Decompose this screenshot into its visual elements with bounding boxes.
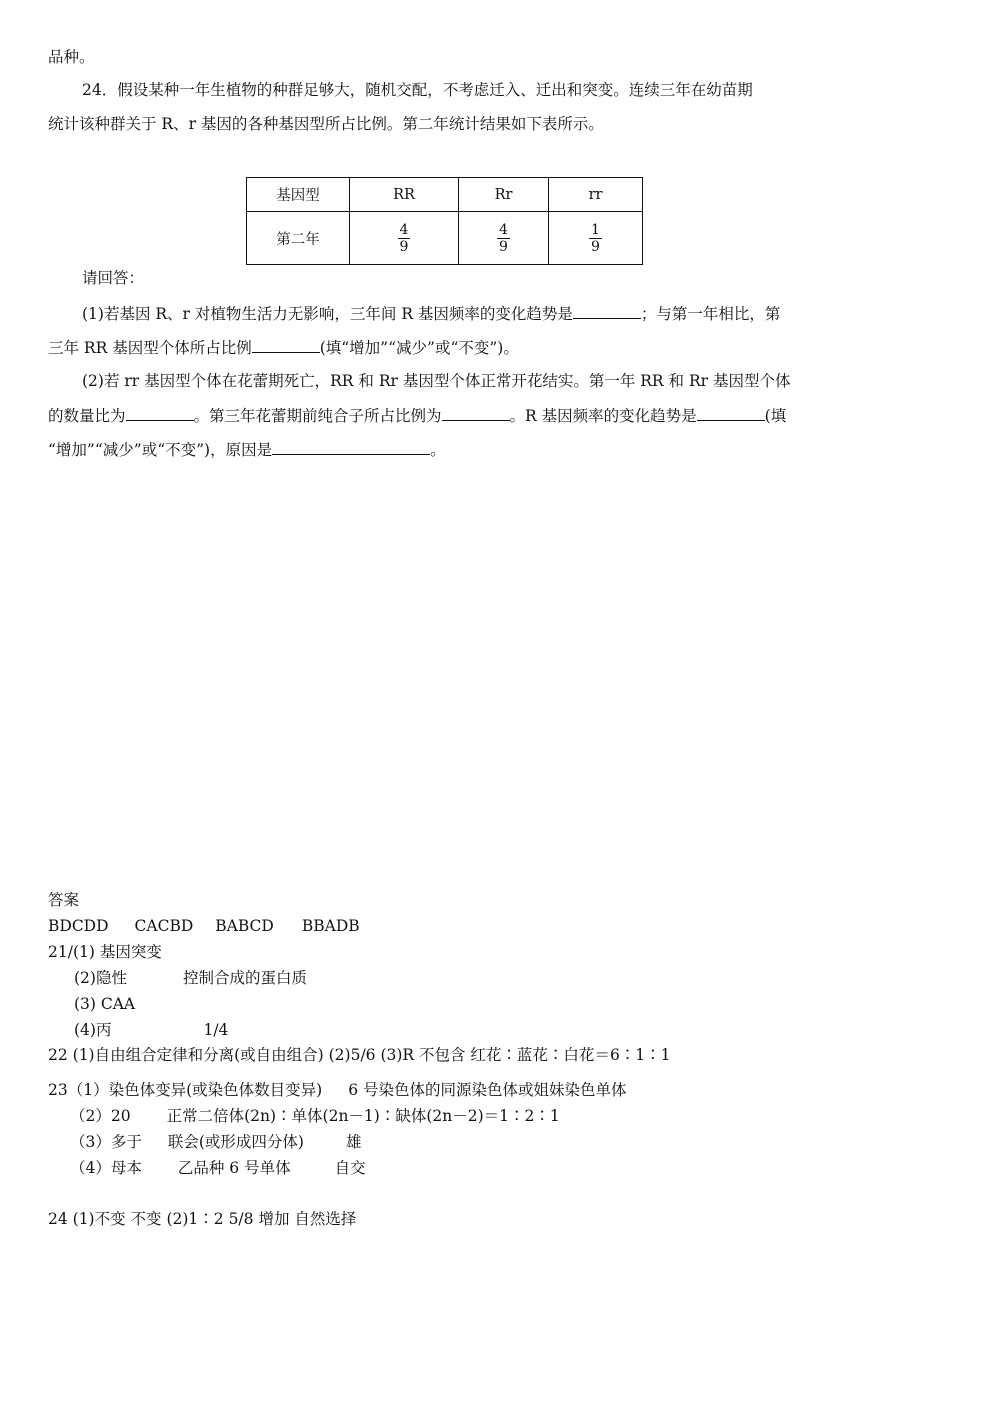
q24-line2: 统计该种群关于 R、r 基因的各种基因型所占比例。第二年统计结果如下表所示。 [48, 115, 604, 133]
cell-RR [350, 212, 459, 265]
answer-text: 1/4 [203, 1021, 229, 1039]
answer-21-4 [74, 1020, 228, 1040]
q24-line1: 24．假设某种一年生植物的种群足够大，随机交配，不考虑迁入、迁出和突变。连续三年在幼苗期 [82, 81, 753, 99]
answer-blank[interactable] [126, 405, 194, 421]
genotype-table [246, 177, 643, 265]
denominator: 9 [499, 238, 508, 255]
fraction-RR [398, 222, 411, 255]
answer-text: 乙品种 6 号单体 [177, 1159, 291, 1177]
part2-text-g: 。 [430, 441, 446, 459]
part1-text-b: ；与第一年相比，第 [640, 305, 781, 323]
part2-text-f: “增加”“减少”或“不变”)，原因是 [48, 441, 273, 459]
answer-text: 联会(或形成四分体) [167, 1133, 304, 1151]
answer-22: 22 (1)自由组合定律和分离(或自由组合) (2)5/6 (3)R 不包含 红花∶蓝花∶白花＝6∶1∶1 [48, 1046, 671, 1064]
part1-line1 [82, 303, 780, 324]
part2-text-d: 。R 基因频率的变化趋势是 [509, 407, 697, 425]
answer-text: 控制合成的蛋白质 [182, 969, 307, 987]
header-genotype: 基因型 [247, 178, 350, 212]
choice-answers [48, 916, 360, 936]
part2-line2 [48, 405, 786, 426]
prompt: 请回答： [82, 269, 145, 287]
header-rr-dominant: RR [350, 178, 459, 212]
answer-text: (4)丙 [74, 1021, 112, 1039]
part2-line1: (2)若 rr 基因型个体在花蕾期死亡，RR 和 Rr 基因型个体正常开花结实。第一年 RR 和 Rr 基因型个体 [82, 372, 791, 390]
choice-group: BDCDD [48, 917, 109, 935]
part2-text-c: 。第三年花蕾期前纯合子所占比例为 [193, 407, 442, 425]
answer-text: 6 号染色体的同源染色体或姐妹染色单体 [348, 1081, 627, 1099]
part1-text-a: (1)若基因 R、r 对植物生活力无影响，三年间 R 基因频率的变化趋势是 [82, 305, 573, 323]
answer-23-3 [70, 1132, 362, 1152]
answer-text: （4）母本 [70, 1159, 142, 1177]
answer-text: （2）20 [70, 1107, 131, 1125]
choice-group: BABCD [215, 917, 274, 935]
part1-text-c: 三年 RR 基因型个体所占比例 [48, 339, 252, 357]
choice-group: CACBD [134, 917, 194, 935]
numerator: 4 [499, 221, 508, 238]
table-row [247, 212, 643, 265]
fraction-rr [589, 222, 602, 255]
numerator: 4 [399, 221, 409, 238]
cell-Rr [459, 212, 549, 265]
numerator: 1 [591, 221, 600, 238]
answer-text: （3）多于 [70, 1133, 142, 1151]
answers-title: 答案 [48, 891, 80, 909]
answer-21-1: 21/(1) 基因突变 [48, 943, 162, 961]
fraction-Rr [497, 222, 510, 255]
top-fragment: 品种。 [48, 48, 95, 66]
answer-23-4 [70, 1158, 366, 1178]
denominator: 9 [399, 238, 409, 255]
answer-blank[interactable] [697, 405, 765, 421]
answer-text: 正常二倍体(2n)∶单体(2n－1)∶缺体(2n－2)＝1∶2∶1 [166, 1107, 560, 1125]
answer-text: 自交 [334, 1159, 366, 1177]
answer-21-3: (3) CAA [74, 995, 136, 1013]
row-label: 第二年 [247, 212, 350, 265]
choice-group: BBADB [301, 917, 360, 935]
answer-text: 雄 [345, 1133, 362, 1151]
answer-21-2 [74, 968, 307, 988]
denominator: 9 [591, 238, 600, 255]
answer-text: 23（1）染色体变异(或染色体数目变异) [48, 1081, 323, 1099]
part2-line3 [48, 439, 446, 460]
part2-text-e: (填 [764, 407, 787, 425]
answer-23-2 [70, 1106, 560, 1126]
answer-text: (2)隐性 [74, 969, 127, 987]
answer-blank[interactable] [573, 303, 641, 319]
part2-text-b: 的数量比为 [48, 407, 126, 425]
header-rr-hetero: Rr [459, 178, 549, 212]
cell-rr [549, 212, 643, 265]
answer-24: 24 (1)不变 不变 (2)1∶2 5/8 增加 自然选择 [48, 1210, 357, 1228]
answer-blank[interactable] [252, 337, 320, 353]
table-header-row [247, 178, 643, 212]
answer-blank[interactable] [272, 439, 430, 455]
part1-text-d: (填“增加”“减少”或“不变”)。 [319, 339, 519, 357]
part1-line2 [48, 337, 519, 358]
header-rr-recessive: rr [549, 178, 643, 212]
answer-blank[interactable] [442, 405, 510, 421]
answer-23-1 [48, 1080, 626, 1100]
